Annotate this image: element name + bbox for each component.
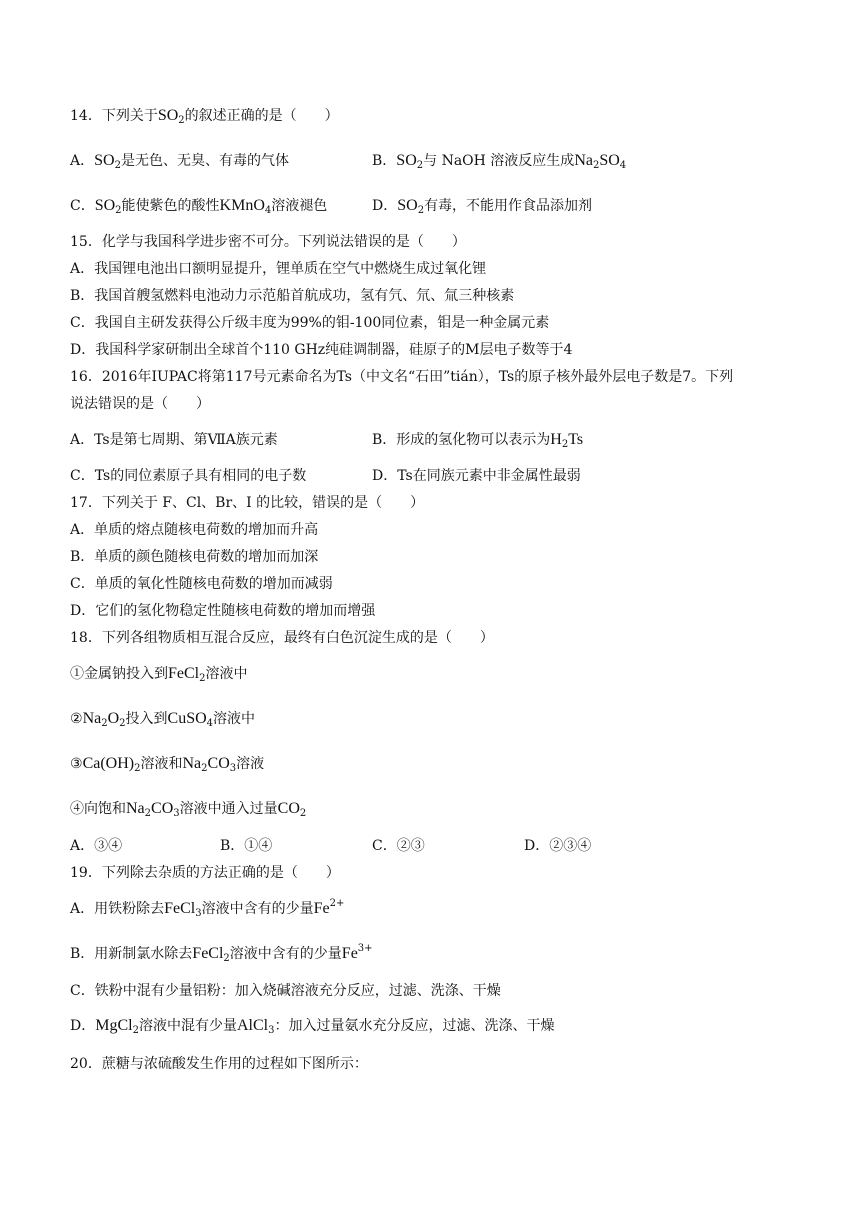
question-18-stem: 18．下列各组物质相互混合反应，最终有白色沉淀生成的是（ ） (70, 630, 494, 646)
option-label: D． (372, 198, 398, 214)
subscript: 3 (195, 908, 202, 919)
question-20-stem: 20．蔗糖与浓硫酸发生作用的过程如下图所示： (70, 1056, 368, 1072)
question-15-option-c: C．我国自主研发获得公斤级丰度为99%的钼-100同位素，钼是一种金属元素 (70, 315, 550, 331)
subscript: 2 (178, 115, 185, 126)
formula: FeCl (168, 665, 200, 682)
formula: Na (82, 710, 102, 727)
question-16-stem-line1: 16．2016年IUPAC将第117号元素命名为Ts（中文名“石田”tián），Ts的原子核外最外层电子数是7。下列 (70, 369, 734, 385)
option-label: C． (70, 198, 95, 214)
text: ①金属钠投入到 (70, 666, 168, 682)
formula: Na (182, 755, 202, 772)
text: 溶液中混有少量 (138, 1018, 237, 1034)
formula: AlCl (236, 1017, 269, 1034)
question-18-option-a: A．③④ (70, 838, 123, 854)
formula: SO (157, 107, 179, 124)
formula: SO (397, 197, 418, 214)
question-19-option-b (70, 944, 373, 964)
subscript: 2 (416, 160, 424, 171)
subscript: 2 (223, 953, 230, 964)
formula: H (550, 431, 562, 448)
subscript: 2 (592, 160, 600, 171)
question-19-option-d (70, 1016, 554, 1036)
formula: Na (574, 152, 593, 169)
text: 溶液中 (205, 666, 248, 682)
question-19-stem: 19．下列除去杂质的方法正确的是（ ） (70, 865, 340, 881)
text: ④向饱和 (70, 801, 126, 817)
text: 与 NaOH 溶液反应生成 (423, 153, 575, 169)
question-14-option-d (372, 196, 592, 216)
subscript: 2 (134, 763, 141, 774)
subscript: 2 (199, 673, 206, 684)
question-14-option-c (70, 196, 327, 216)
text: ② (70, 711, 83, 727)
question-18-option-d: D．②③④ (524, 838, 592, 854)
subscript: 2 (417, 205, 425, 216)
question-17-option-a: A．单质的熔点随核电荷数的增加而升高 (70, 522, 319, 538)
subscript: 4 (619, 160, 627, 171)
question-15-option-d: D．我国科学家研制出全球首个110 GHz纯硅调制器，硅原子的M层电子数等于4 (70, 342, 573, 358)
subscript: 2 (101, 718, 108, 729)
formula: FeCl (192, 945, 224, 962)
question-18-item-2 (70, 709, 255, 729)
text: 溶液 (236, 756, 265, 772)
formula: Na (126, 800, 145, 817)
text: 有毒，不能用作食品添加剂 (424, 198, 593, 214)
text: 溶液中 (213, 711, 256, 727)
formula: Fe (313, 900, 330, 917)
option-label: B．形成的氢化物可以表示为 (372, 432, 551, 448)
text: 的叙述正确的是（ ） (184, 108, 339, 124)
subscript: 2 (115, 205, 122, 216)
formula: CO (151, 800, 174, 817)
question-16-option-d: D．Ts在同族元素中非金属性最弱 (372, 468, 581, 484)
subscript: 4 (264, 205, 272, 216)
question-17-option-c: C．单质的氧化性随核电荷数的增加而减弱 (70, 576, 333, 592)
formula: Ts (568, 431, 584, 448)
subscript: 2 (299, 808, 307, 819)
question-16-option-a: A．Ts是第七周期、第ⅦA族元素 (70, 432, 278, 448)
formula: SO (396, 152, 417, 169)
question-16-option-c: C．Ts的同位素原子具有相同的电子数 (70, 468, 307, 484)
text: ③ (70, 756, 83, 772)
question-15-option-a: A．我国锂电池出口额明显提升，锂单质在空气中燃烧生成过氧化锂 (70, 261, 487, 277)
formula: MgCl (95, 1017, 133, 1034)
formula: CuSO (167, 710, 207, 727)
subscript: 2 (144, 808, 152, 819)
question-14-option-a (70, 151, 289, 171)
question-16-stem-line2: 说法错误的是（ ） (70, 396, 210, 412)
option-label: B． (372, 153, 397, 169)
subscript: 2 (114, 160, 121, 171)
question-18-option-b: B．①④ (220, 838, 273, 854)
subscript: 3 (173, 808, 180, 819)
formula: FeCl (164, 900, 196, 917)
formula: CO (207, 755, 230, 772)
question-19-option-a (70, 899, 344, 919)
subscript: 2 (561, 439, 569, 450)
question-18-option-c: C．②③ (372, 838, 425, 854)
question-17-option-b: B．单质的颜色随核电荷数的增加而加深 (70, 549, 319, 565)
subscript: 4 (206, 718, 214, 729)
text: 溶液和 (140, 756, 183, 772)
text: 14．下列关于 (70, 108, 158, 124)
formula: (OH) (100, 755, 135, 772)
question-17-option-d: D．它们的氢化物稳定性随核电荷数的增加而增强 (70, 603, 376, 619)
subscript: 3 (229, 763, 237, 774)
text: 溶液中通入过量 (179, 801, 278, 817)
question-15-stem: 15．化学与我国科学进步密不可分。下列说法错误的是（ ） (70, 234, 466, 250)
subscript: 3 (268, 1025, 275, 1036)
question-17-stem: 17．下列关于 F、Cl、Br、I 的比较，错误的是（ ） (70, 495, 425, 511)
question-18-item-3 (70, 754, 264, 774)
formula: KMnO (219, 197, 265, 214)
question-14-stem (70, 106, 339, 126)
text: 投入到 (125, 711, 168, 727)
formula: O (107, 710, 120, 727)
text: 能使紫色的酸性 (121, 198, 220, 214)
question-16-option-b (372, 430, 583, 450)
text: 溶液中含有的少量 (229, 946, 342, 962)
formula: SO (599, 152, 620, 169)
question-19-option-c: C．铁粉中混有少量铝粉：加入烧碱溶液充分反应，过滤、洗涤、干燥 (70, 983, 501, 999)
formula: Ca (82, 755, 101, 772)
formula: CO (277, 800, 300, 817)
text: D． (70, 1018, 96, 1034)
superscript: 2+ (329, 898, 345, 909)
question-18-item-4 (70, 799, 306, 819)
formula: Fe (341, 945, 358, 962)
superscript: 3+ (357, 943, 373, 954)
formula: SO (94, 152, 115, 169)
option-label: A． (70, 153, 95, 169)
text: A．用铁粉除去 (70, 901, 165, 917)
question-15-option-b: B．我国首艘氢燃料电池动力示范船首航成功，氢有氕、氘、氚三种核素 (70, 288, 515, 304)
subscript: 2 (132, 1025, 139, 1036)
text: ：加入过量氨水充分反应，过滤、洗涤、干燥 (274, 1018, 555, 1034)
text: 溶液褪色 (271, 198, 328, 214)
subscript: 2 (119, 718, 126, 729)
formula: SO (94, 197, 116, 214)
question-18-item-1 (70, 664, 248, 684)
text: B．用新制氯水除去 (70, 946, 193, 962)
question-14-option-b (372, 151, 626, 171)
subscript: 2 (201, 763, 208, 774)
text: 溶液中含有的少量 (201, 901, 314, 917)
text: 是无色、无臭、有毒的气体 (120, 153, 289, 169)
